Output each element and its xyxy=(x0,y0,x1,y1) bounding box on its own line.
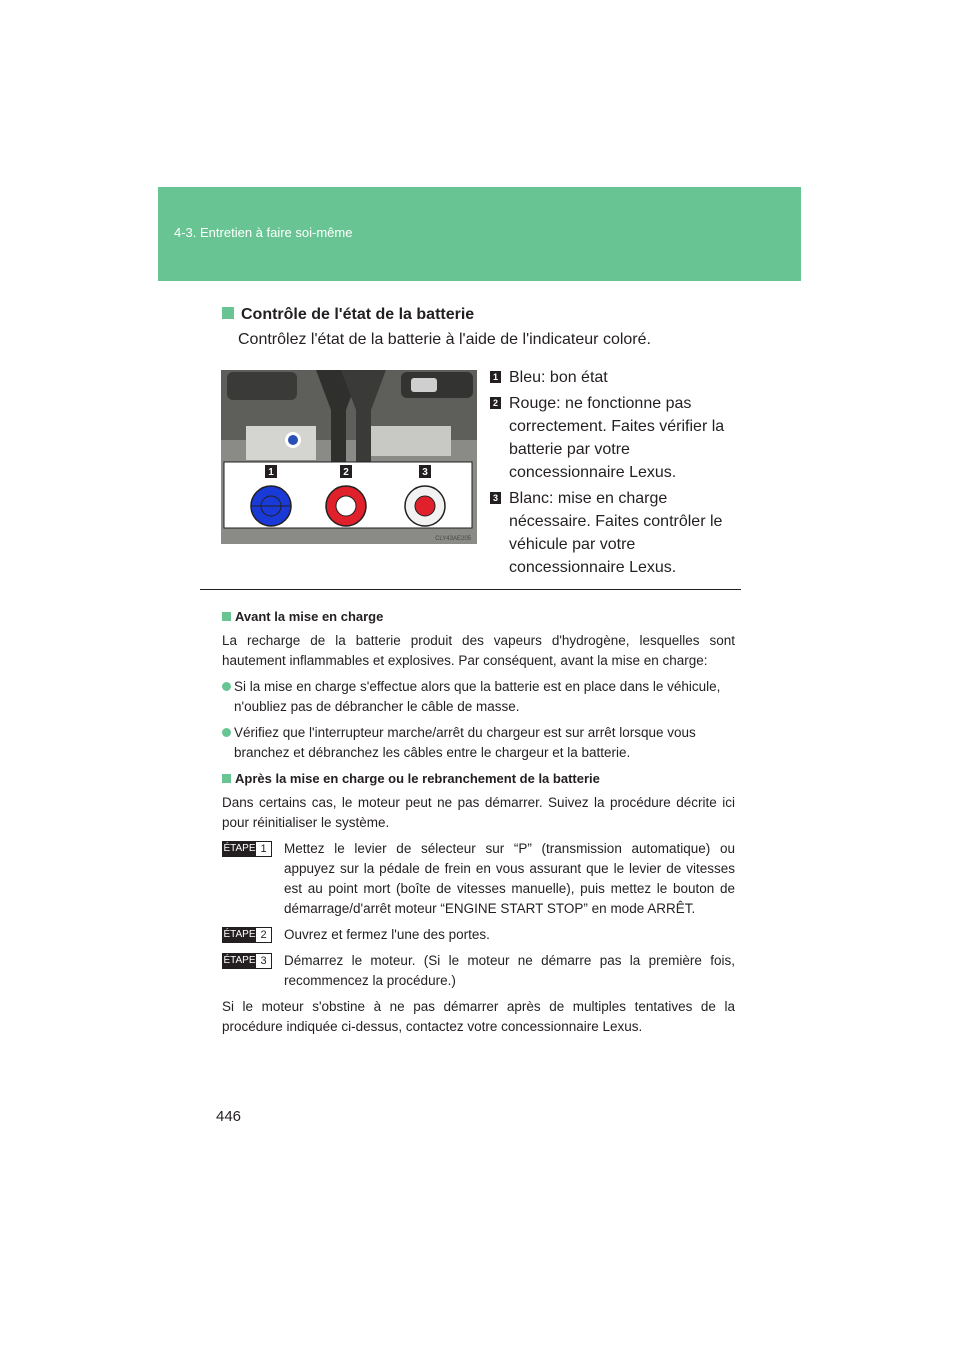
figure-label-3: 3 xyxy=(422,467,428,478)
list-item xyxy=(222,723,735,763)
step-badge xyxy=(222,841,272,857)
section-heading xyxy=(222,306,474,324)
page-number: 446 xyxy=(216,1108,242,1125)
battery-indicator-photo xyxy=(221,370,477,544)
step-label: ÉTAPE xyxy=(223,929,256,940)
legend-number: 1 xyxy=(490,371,501,383)
notes-section xyxy=(222,607,735,1043)
step-1 xyxy=(222,839,735,919)
section-heading-text: Contrôle de l'état de la batterie xyxy=(241,306,475,323)
red-indicator-icon xyxy=(326,486,366,526)
indicator-legend xyxy=(490,366,750,582)
list-item-text: Si la mise en charge s'effectue alors que la batterie est en place dans le véhicule, n'oubliez pas de débrancher le câble de masse. xyxy=(234,679,721,714)
before-charging-heading xyxy=(222,607,735,627)
before-charging-heading-text: Avant la mise en charge xyxy=(235,609,384,624)
legend-number: 2 xyxy=(490,397,501,409)
before-charging-intro: La recharge de la batterie produit des vapeurs d'hydrogène, lesquelles sont hautement inflammables et explosives. Par conséquent, avant la mise en charge: xyxy=(222,633,735,668)
square-bullet-icon xyxy=(222,774,231,783)
step-text: Ouvrez et fermez l'une des portes. xyxy=(284,927,490,942)
step-badge xyxy=(222,953,272,969)
step-3 xyxy=(222,951,735,991)
after-charging-outro: Si le moteur s'obstine à ne pas démarrer après de multiples tentatives de la procédure indiquée ci-dessus, contactez votre concessionnaire Lexus. xyxy=(222,999,735,1034)
legend-number: 3 xyxy=(490,492,501,504)
legend-item-white xyxy=(490,487,750,579)
step-text: Démarrez le moteur. (Si le moteur ne démarre pas la première fois, recommencez la procédure.) xyxy=(284,953,735,988)
step-text: Mettez le levier de sélecteur sur “P” (transmission automatique) ou appuyez sur la pédale de frein en vous assurant que le levier de vitesses est au point mort (boîte de vitesses manuelle), puis mettez le bouton de démarrage/d'arrêt moteur “ENGINE START STOP” en mode ARRÊT. xyxy=(284,841,735,916)
section-intro: Contrôlez l'état de la batterie à l'aide de l'indicateur coloré. xyxy=(238,331,651,348)
legend-text: Bleu: bon état xyxy=(509,369,608,386)
divider xyxy=(200,589,741,590)
step-badge xyxy=(222,927,272,943)
step-2 xyxy=(222,925,735,945)
after-charging-heading xyxy=(222,769,735,789)
square-bullet-icon xyxy=(222,612,231,621)
battery-illustration xyxy=(221,370,477,544)
figure-label-2: 2 xyxy=(343,467,349,478)
step-number: 2 xyxy=(260,929,267,941)
step-number: 3 xyxy=(260,955,267,967)
list-item xyxy=(222,677,735,717)
section-breadcrumb: 4-3. Entretien à faire soi-même xyxy=(174,225,353,240)
step-number: 1 xyxy=(260,843,267,855)
page-header xyxy=(158,187,801,281)
bullet-dot-icon xyxy=(222,728,231,737)
after-charging-heading-text: Après la mise en charge ou le rebranchement de la batterie xyxy=(235,771,600,786)
legend-text: Rouge: ne fonctionne pas correctement. Faites vérifier la batterie par votre concessionnaire Lexus. xyxy=(509,395,725,481)
step-label: ÉTAPE xyxy=(223,843,256,854)
blue-indicator-icon xyxy=(251,486,291,526)
after-charging-intro: Dans certains cas, le moteur peut ne pas démarrer. Suivez la procédure décrite ici pour réinitialiser le système. xyxy=(222,795,735,830)
legend-text: Blanc: mise en charge nécessaire. Faites contrôler le véhicule par votre concessionnaire Lexus. xyxy=(509,490,723,576)
figure-label-1: 1 xyxy=(268,467,274,478)
white-indicator-icon xyxy=(405,486,445,526)
list-item-text: Vérifiez que l'interrupteur marche/arrêt du chargeur est sur arrêt lorsque vous branchez et débranchez les câbles entre le chargeur et la batterie. xyxy=(234,725,696,760)
legend-item-blue xyxy=(490,366,750,389)
square-bullet-icon xyxy=(222,307,234,319)
step-label: ÉTAPE xyxy=(223,955,256,966)
legend-item-red xyxy=(490,392,750,484)
bullet-dot-icon xyxy=(222,682,231,691)
figure-code: CLY43AE205 xyxy=(435,536,471,542)
